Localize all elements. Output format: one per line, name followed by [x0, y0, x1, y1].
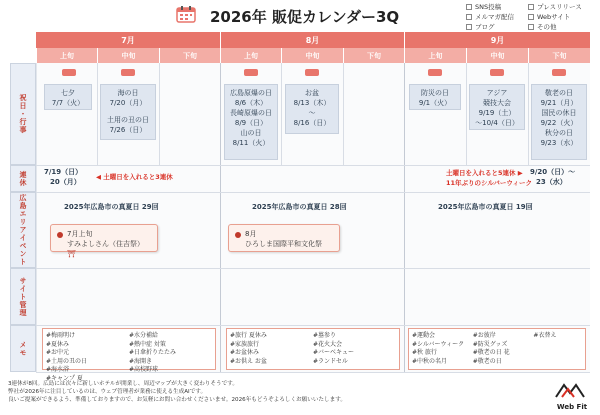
pin-icon — [552, 69, 566, 76]
holiday-card-umi[interactable]: 海の日 7/20（月） 土用の丑の日 7/26（日） — [100, 84, 156, 140]
row-divider — [36, 192, 590, 193]
divider — [528, 63, 529, 165]
legend-item-web[interactable]: Webサイト — [528, 12, 596, 21]
row-label-area: 広島エリアイベント — [10, 192, 36, 268]
legend-item-press[interactable]: プレスリリース — [528, 2, 596, 11]
longweekend-jul-note: ◀ 土曜日を入れると3連休 — [96, 173, 173, 181]
page-title: 2026年 販促カレンダー3Q — [210, 8, 400, 26]
legend-item-mail[interactable]: メルマガ配信 — [466, 12, 528, 21]
pin-icon — [305, 69, 319, 76]
period-jul-mid: 中旬 — [97, 48, 159, 63]
longweekend-sep-note1: 土曜日を入れると5連休 ▶ — [446, 169, 523, 177]
row-label-longweekend: 連休 — [10, 165, 36, 192]
shrine-icon: ⛩ — [67, 250, 76, 258]
holiday-card-obon[interactable]: お盆 8/13（木） 〜 8/16（日） — [285, 84, 339, 134]
divider — [97, 63, 98, 165]
arrow-left-icon: ◀ — [96, 173, 101, 181]
area-jul-heading: 2025年広島市の真夏日 29回 — [64, 203, 159, 211]
legend — [466, 2, 598, 31]
area-aug-heading: 2025年広島市の真夏日 28回 — [252, 203, 347, 211]
divider — [343, 63, 344, 165]
row-label-site: サイト管理 — [10, 268, 36, 325]
legend-item-other[interactable]: その他 — [528, 22, 596, 31]
row-divider — [36, 268, 590, 269]
checkbox-icon — [466, 24, 472, 30]
event-card-sumiyoshi[interactable]: 7月上旬 すみよしさん（住吉祭） ⛩ — [50, 224, 158, 252]
longweekend-sep-note2: 11年ぶりのシルバーウィーク — [446, 179, 533, 187]
checkbox-icon — [528, 14, 534, 20]
pin-icon — [428, 69, 442, 76]
holiday-card-bousai[interactable]: 防災の日 9/1（火） — [409, 84, 461, 110]
period-aug-mid: 中旬 — [281, 48, 343, 63]
holiday-card-silver[interactable]: 敬老の日 9/21（月） 国民の休日 9/22（火） 秋分の日 9/23（水） — [531, 84, 587, 160]
arrow-right-icon: ▶ — [517, 169, 523, 177]
holiday-card-aug-memorial[interactable]: 広島原爆の日 8/6（木） 長崎原爆の日 8/9（日） 山の日 8/11（火） — [224, 84, 278, 160]
divider — [466, 63, 467, 165]
checkbox-icon — [466, 14, 472, 20]
period-sep-mid: 中旬 — [466, 48, 528, 63]
holiday-card-tanabata[interactable]: 七夕 7/7（火） — [44, 84, 92, 110]
period-jul-early: 上旬 — [36, 48, 97, 63]
row-divider — [36, 165, 590, 166]
row-label-memo: メモ — [10, 325, 36, 372]
longweekend-sep-date2: 23（水） — [536, 178, 567, 186]
longweekend-jul-date2: 20（月） — [50, 178, 81, 186]
checkbox-icon — [466, 4, 472, 10]
longweekend-jul-date1: 7/19（日） — [44, 168, 83, 176]
row-divider — [36, 325, 590, 326]
legend-item-sns[interactable]: SNS投稿 — [466, 2, 528, 11]
calendar-icon — [176, 5, 196, 23]
memo-jul[interactable]: #梅雨明け #水分補給 #夏休み #熱中症 対策 #お中元 #日傘折りたたみ #土用の丑の日 #海開き #海水浴 #高校野球 #キャンプ 夏 — [42, 328, 216, 370]
memo-aug[interactable]: #旅行 夏休み #墓参り #家族旅行 #花火大会 #お盆休み #バーベキュー #お供え お盆 #ランドセル — [226, 328, 400, 370]
pin-icon — [244, 69, 258, 76]
period-aug-early: 上旬 — [220, 48, 281, 63]
period-sep-late: 下旬 — [528, 48, 590, 63]
pin-icon — [490, 69, 504, 76]
event-card-peace-festival[interactable]: 8月 ひろしま国際平和文化祭 — [228, 224, 340, 252]
longweekend-sep-date1: 9/20（日）〜 — [530, 168, 576, 176]
divider — [159, 63, 160, 165]
period-sep-early: 上旬 — [404, 48, 466, 63]
logo-mark-icon — [552, 383, 592, 399]
memo-sep[interactable]: #運動会 #お彼岸 #衣替え #シルバーウィーク #防災グッズ #秋 旅行 #敬老の日 花 #中秋の名月 #敬老の日 — [408, 328, 586, 370]
company-logo: Web Fit — [552, 383, 592, 411]
footer-text: 3連休が8回。広島には次々に新しいホテルが開業し、周辺マップが大きく変わりそうです。 弊社が2026年に注目しているのは、ウェブ管理者が業務に使える生成AIです。 良いご提案ができるよう、準備しておりますので、お気軽にお問い合わせくださいませ。2026年もどうぞよろしくお願いいたします。 — [8, 381, 346, 404]
bullet-icon — [235, 232, 241, 238]
area-sep-heading: 2025年広島市の真夏日 19回 — [438, 203, 533, 211]
pin-icon — [121, 69, 135, 76]
row-label-holidays: 祝日・行事 — [10, 63, 36, 165]
period-jul-late: 下旬 — [159, 48, 220, 63]
pin-icon — [62, 69, 76, 76]
month-header-jul: 7月 — [36, 32, 220, 48]
divider — [281, 63, 282, 165]
holiday-card-asia[interactable]: アジア 競技大会 9/19（土） 〜10/4（日） — [469, 84, 525, 130]
checkbox-icon — [528, 24, 534, 30]
period-aug-late: 下旬 — [343, 48, 404, 63]
month-header-aug: 8月 — [220, 32, 404, 48]
bullet-icon — [57, 232, 63, 238]
month-header-sep: 9月 — [404, 32, 590, 48]
legend-item-blog[interactable]: ブログ — [466, 22, 528, 31]
checkbox-icon — [528, 4, 534, 10]
